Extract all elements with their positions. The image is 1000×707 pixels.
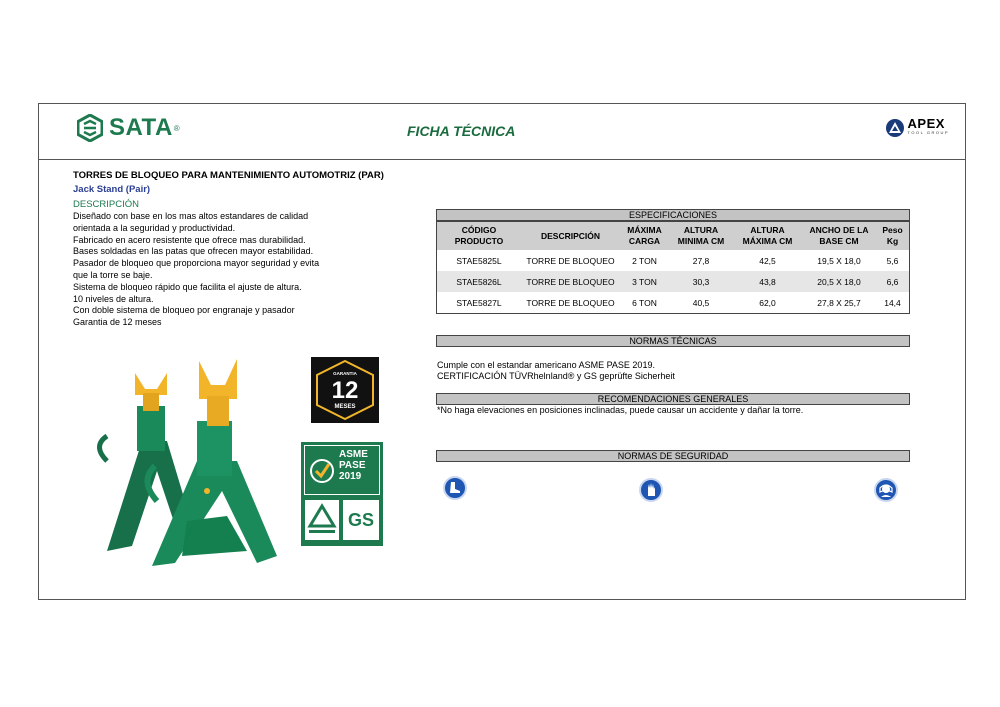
- description-line: Fabricado en acero resistente que ofrece mas durabilidad.: [73, 234, 306, 245]
- description-line: Bases soldadas en las patas que ofrecen mayor estabilidad.: [73, 246, 314, 257]
- recomendaciones-heading: RECOMENDACIONES GENERALES: [436, 393, 910, 405]
- description-heading: DESCRIPCIÓN: [73, 199, 139, 210]
- table-row: [437, 292, 910, 314]
- check-circle-icon: [309, 458, 335, 484]
- col-peso: Peso Kg: [876, 222, 910, 251]
- face-shield-icon: [874, 478, 898, 502]
- cell-descripcion: TORRE DE BLOQUEO: [526, 297, 615, 308]
- table-row: [437, 250, 910, 271]
- cell-ancho: 19,5 X 18,0: [817, 255, 861, 266]
- specs-heading: ESPECIFICACIONES: [436, 209, 910, 221]
- description-line: 10 niveles de altura.: [73, 293, 154, 304]
- col-descripcion: DESCRIPCIÓN: [521, 222, 620, 251]
- normas-seguridad-heading: NORMAS DE SEGURIDAD: [436, 450, 910, 462]
- product-subtitle: Jack Stand (Pair): [73, 184, 151, 195]
- cell-descripcion: TORRE DE BLOQUEO: [521, 271, 620, 292]
- sata-logo: [77, 114, 180, 142]
- cell-peso: 5,6: [886, 255, 899, 266]
- warranty-unit: MESES: [334, 404, 356, 410]
- cell-peso: 14,4: [884, 297, 901, 308]
- asme-badge: [304, 445, 380, 495]
- description-list: [73, 211, 363, 329]
- cell-altura-min: 40,5: [692, 297, 710, 308]
- cell-carga: 6 TON: [632, 297, 657, 308]
- col-altura-minima: ALTURA MINIMA CM: [669, 222, 733, 251]
- sata-brand: SATA: [109, 114, 173, 141]
- description-line: Pasador de bloqueo que proporciona mayor seguridad y evita que la torre se baje.: [73, 258, 320, 280]
- tuv-triangle-icon: [305, 500, 339, 540]
- safety-gloves-icon: [639, 478, 663, 502]
- product-title: TORRES DE BLOQUEO PARA MANTENIMIENTO AUTOMOTRIZ (PAR): [73, 170, 384, 181]
- normas-tecnicas-line: CERTIFICACIÓN TÜVRhelnland® y GS geprüfte Sicherheit: [437, 371, 675, 381]
- jack-stand-illustration: [87, 351, 287, 571]
- normas-tecnicas-line: Cumple con el estandar americano ASME PASE 2019.: [437, 360, 655, 370]
- cell-ancho: 27,8 X 25,7: [817, 297, 861, 308]
- apex-logo: [885, 118, 949, 138]
- asme-line-1: ASME: [339, 449, 368, 460]
- technical-sheet: [38, 103, 966, 600]
- description-line: Sistema de bloqueo rápido que facilita el ajuste de altura.: [73, 281, 302, 292]
- sata-hex-icon: [77, 114, 103, 142]
- col-maxima-carga: MÁXIMA CARGA: [620, 222, 669, 251]
- header: [39, 104, 965, 160]
- col-altura-maxima: ALTURA MÁXIMA CM: [733, 222, 802, 251]
- col-codigo: CÓDIGO PRODUCTO: [437, 222, 522, 251]
- warranty-badge: [311, 357, 379, 423]
- asme-line-2: PASE: [339, 460, 366, 471]
- cell-altura-min: 27,8: [692, 255, 710, 266]
- warranty-number: 12: [331, 377, 359, 404]
- description-line: Diseñado con base en los mas altos estandares de calidad orientada a la seguridad y productividad.: [73, 211, 309, 233]
- tuv-badge: [305, 500, 339, 540]
- warranty-label: GARANTIA: [333, 371, 357, 376]
- cell-altura-max: 62,0: [759, 297, 776, 308]
- normas-tecnicas-heading: NORMAS TÉCNICAS: [436, 335, 910, 347]
- apex-brand: APEX: [907, 116, 945, 131]
- cell-carga: 3 TON: [620, 271, 669, 292]
- certification-badges: [301, 442, 383, 546]
- safety-boots-icon: [443, 476, 467, 500]
- specs-header-row: [437, 222, 910, 251]
- doc-title: FICHA TÉCNICA: [407, 123, 516, 139]
- gs-badge: [343, 500, 379, 540]
- apex-triangle-icon: [885, 118, 905, 138]
- cell-codigo: STAE5827L: [456, 297, 502, 308]
- cell-altura-max: 43,8: [733, 271, 802, 292]
- cell-codigo: STAE5825L: [456, 255, 502, 266]
- brand-registered-mark: ®: [173, 123, 180, 133]
- cell-peso: 6,6: [876, 271, 910, 292]
- table-row: [437, 271, 910, 292]
- cell-codigo: STAE5826L: [437, 271, 522, 292]
- cell-altura-max: 42,5: [759, 255, 776, 266]
- recomendaciones-text: *No haga elevaciones en posiciones inclinadas, puede causar un accidente y dañar la torre.: [437, 405, 804, 415]
- description-line: Con doble sistema de bloqueo por engranaje y pasador: [73, 305, 295, 316]
- gs-mark: GS: [347, 510, 374, 530]
- specs-table: [436, 221, 910, 314]
- description-line: Garantia de 12 meses: [73, 317, 162, 328]
- col-ancho-base: ANCHO DE LA BASE CM: [802, 222, 876, 251]
- cell-descripcion: TORRE DE BLOQUEO: [526, 255, 615, 266]
- apex-subtitle: TOOL GROUP: [907, 130, 949, 135]
- cell-carga: 2 TON: [632, 255, 657, 266]
- cell-altura-min: 30,3: [669, 271, 733, 292]
- cell-ancho: 20,5 X 18,0: [802, 271, 876, 292]
- asme-line-3: 2019: [339, 471, 362, 482]
